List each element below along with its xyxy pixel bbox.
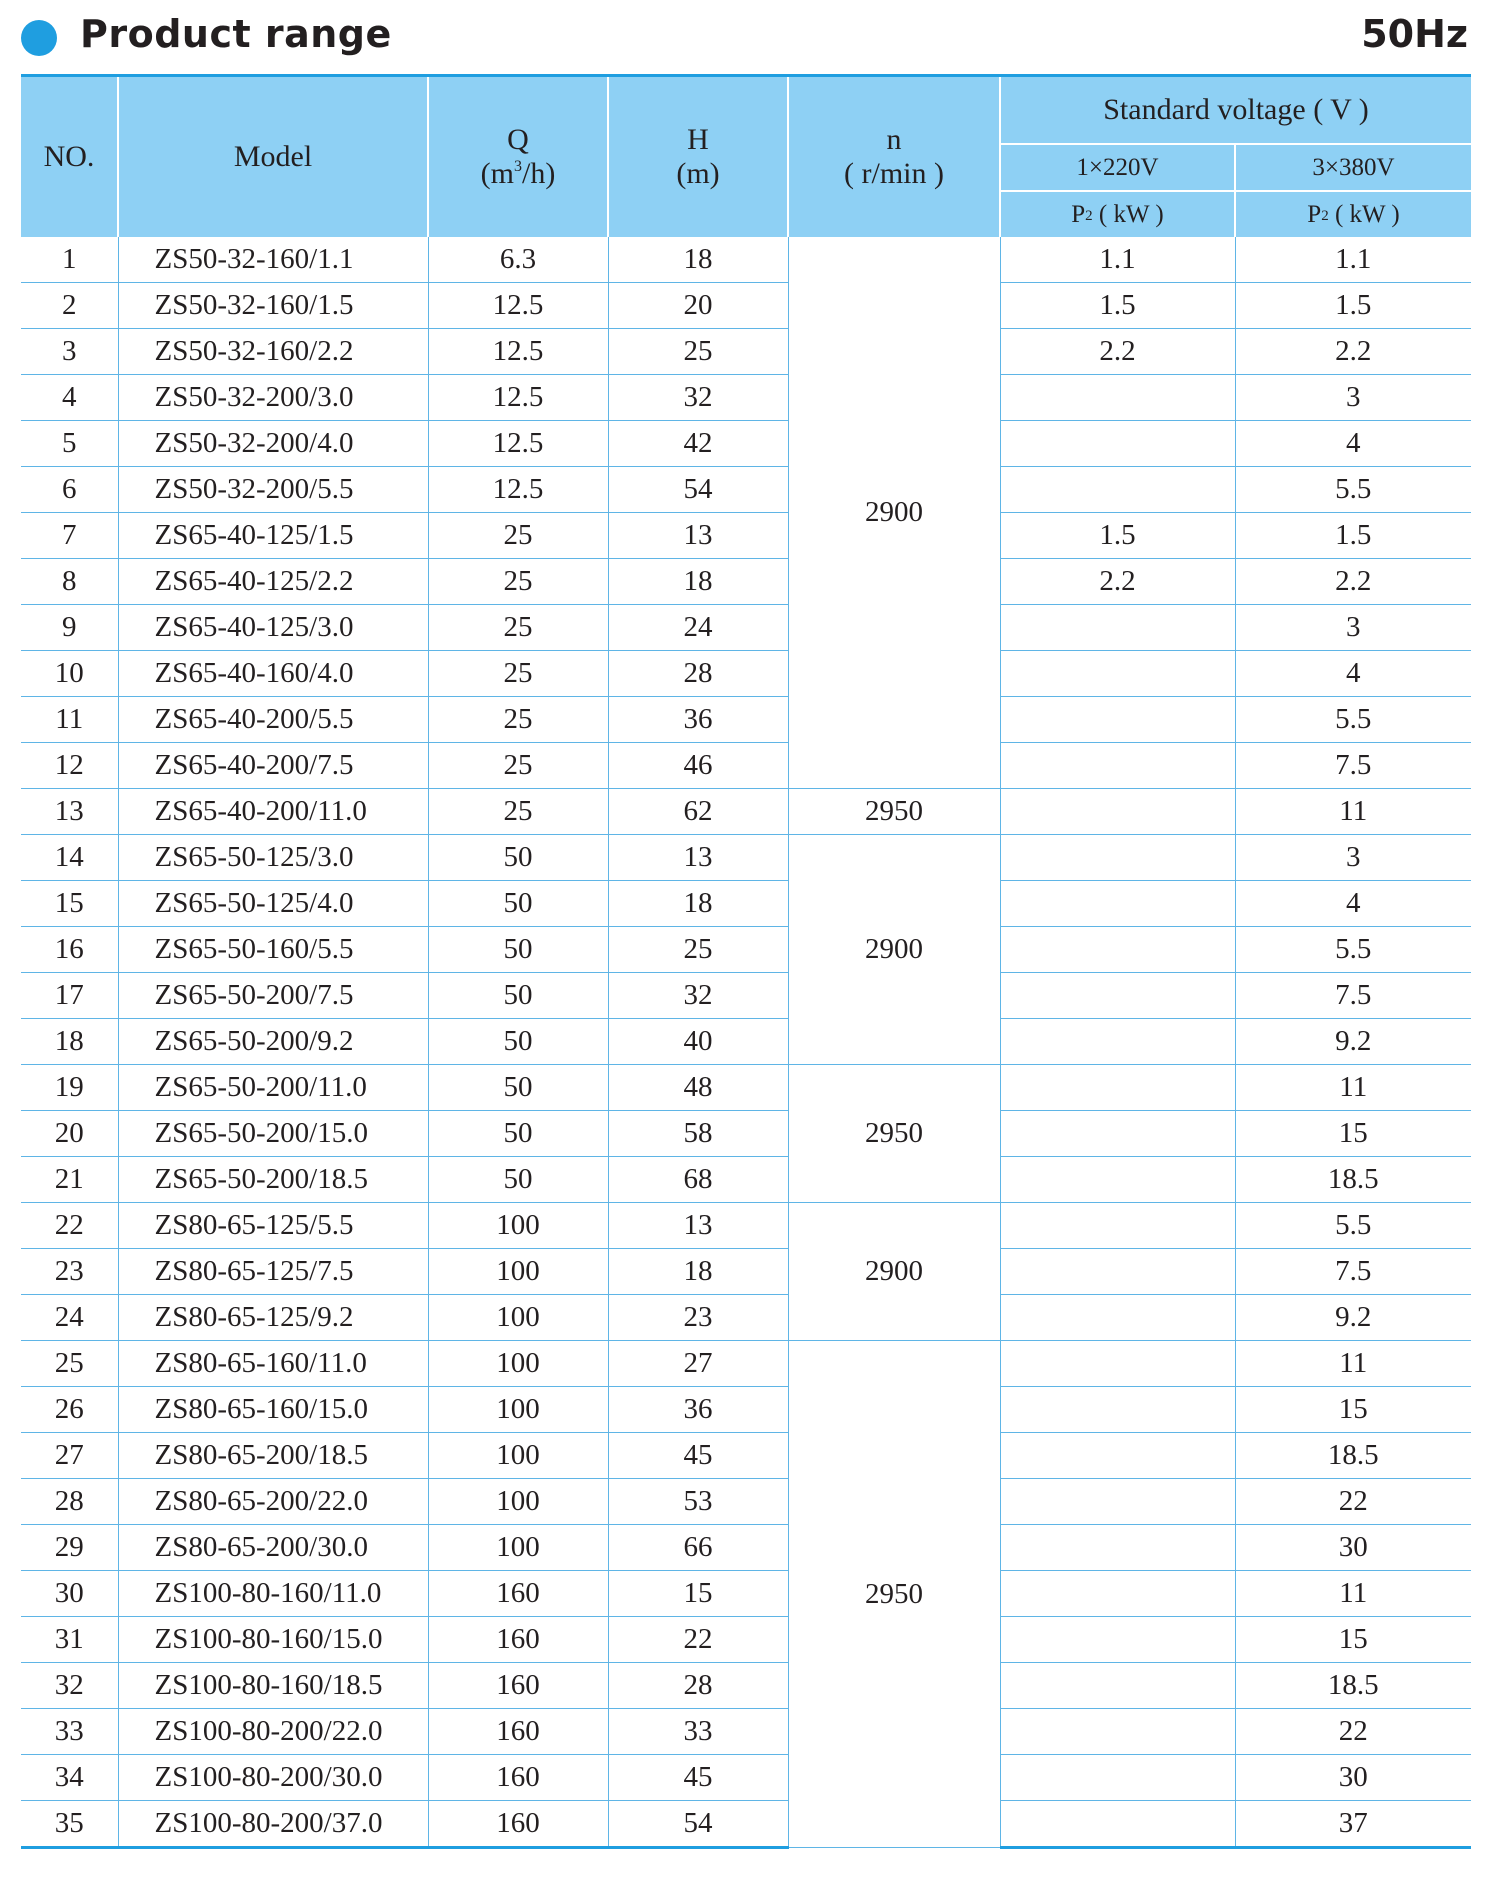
table-row <box>21 835 1471 881</box>
cell-no: 33 <box>21 1709 118 1755</box>
table-row <box>21 1801 1471 1848</box>
cell-model: ZS80-65-200/30.0 <box>118 1525 428 1571</box>
cell-q: 160 <box>428 1663 608 1709</box>
cell-p2-3ph: 4 <box>1235 651 1471 697</box>
cell-model: ZS65-40-125/1.5 <box>118 513 428 559</box>
col-header-q <box>428 76 608 238</box>
cell-h: 54 <box>608 1801 788 1848</box>
cell-no: 5 <box>21 421 118 467</box>
cell-p2-1ph <box>1000 1617 1235 1663</box>
q-unit-sup: 3 <box>514 158 522 175</box>
cell-p2-1ph <box>1000 1663 1235 1709</box>
cell-p2-1ph <box>1000 973 1235 1019</box>
cell-q: 25 <box>428 513 608 559</box>
col-header-p2-1ph <box>1000 191 1235 237</box>
cell-q: 100 <box>428 1203 608 1249</box>
cell-p2-1ph <box>1000 651 1235 697</box>
cell-q: 50 <box>428 927 608 973</box>
cell-q: 100 <box>428 1387 608 1433</box>
cell-h: 15 <box>608 1571 788 1617</box>
cell-p2-1ph <box>1000 881 1235 927</box>
table-row <box>21 329 1471 375</box>
cell-p2-1ph <box>1000 1249 1235 1295</box>
page-title: Product range <box>80 12 392 56</box>
cell-p2-3ph: 5.5 <box>1235 697 1471 743</box>
cell-model: ZS65-40-125/2.2 <box>118 559 428 605</box>
cell-p2-1ph <box>1000 1571 1235 1617</box>
p2-unit: ( kW ) <box>1328 200 1400 228</box>
p2-sub: 2 <box>1085 207 1093 224</box>
cell-q: 100 <box>428 1479 608 1525</box>
cell-model: ZS65-50-200/9.2 <box>118 1019 428 1065</box>
cell-p2-1ph <box>1000 835 1235 881</box>
cell-p2-3ph: 3 <box>1235 375 1471 421</box>
cell-q: 160 <box>428 1617 608 1663</box>
cell-p2-3ph: 22 <box>1235 1709 1471 1755</box>
cell-q: 50 <box>428 1157 608 1203</box>
cell-h: 18 <box>608 881 788 927</box>
cell-no: 6 <box>21 467 118 513</box>
cell-q: 25 <box>428 605 608 651</box>
cell-p2-3ph: 37 <box>1235 1801 1471 1848</box>
cell-speed: 2900 <box>788 1203 1000 1341</box>
table-row <box>21 1203 1471 1249</box>
cell-no: 14 <box>21 835 118 881</box>
cell-h: 36 <box>608 1387 788 1433</box>
cell-model: ZS65-40-200/11.0 <box>118 789 428 835</box>
cell-p2-3ph: 5.5 <box>1235 467 1471 513</box>
cell-p2-3ph: 11 <box>1235 1065 1471 1111</box>
cell-model: ZS100-80-160/18.5 <box>118 1663 428 1709</box>
cell-model: ZS65-40-160/4.0 <box>118 651 428 697</box>
table-row <box>21 651 1471 697</box>
q-unit-pre: (m <box>480 157 514 190</box>
p2-unit: ( kW ) <box>1092 200 1164 228</box>
table-row <box>21 605 1471 651</box>
cell-p2-3ph: 1.5 <box>1235 513 1471 559</box>
cell-no: 8 <box>21 559 118 605</box>
cell-p2-3ph: 9.2 <box>1235 1295 1471 1341</box>
cell-p2-1ph <box>1000 1065 1235 1111</box>
table-row <box>21 467 1471 513</box>
cell-model: ZS50-32-160/1.1 <box>118 237 428 283</box>
cell-no: 9 <box>21 605 118 651</box>
cell-model: ZS50-32-200/4.0 <box>118 421 428 467</box>
table-row <box>21 1479 1471 1525</box>
page-header <box>0 0 1490 70</box>
p2-sub: 2 <box>1321 207 1329 224</box>
cell-h: 22 <box>608 1617 788 1663</box>
cell-p2-3ph: 7.5 <box>1235 743 1471 789</box>
cell-q: 12.5 <box>428 421 608 467</box>
table-row <box>21 1249 1471 1295</box>
col-header-h-label: H <box>687 123 709 156</box>
cell-p2-3ph: 2.2 <box>1235 329 1471 375</box>
cell-no: 23 <box>21 1249 118 1295</box>
cell-p2-3ph: 15 <box>1235 1617 1471 1663</box>
cell-q: 6.3 <box>428 237 608 283</box>
cell-p2-1ph <box>1000 1157 1235 1203</box>
col-header-n-unit: ( r/min ) <box>844 157 944 190</box>
cell-p2-1ph <box>1000 1387 1235 1433</box>
col-header-model: Model <box>118 76 428 238</box>
cell-h: 48 <box>608 1065 788 1111</box>
cell-model: ZS80-65-160/15.0 <box>118 1387 428 1433</box>
cell-no: 24 <box>21 1295 118 1341</box>
cell-p2-1ph: 2.2 <box>1000 329 1235 375</box>
cell-model: ZS65-50-200/18.5 <box>118 1157 428 1203</box>
p2-prefix: P <box>1071 200 1086 228</box>
cell-q: 12.5 <box>428 283 608 329</box>
table-row <box>21 1709 1471 1755</box>
cell-no: 17 <box>21 973 118 1019</box>
table-row <box>21 1065 1471 1111</box>
cell-no: 28 <box>21 1479 118 1525</box>
cell-h: 28 <box>608 651 788 697</box>
cell-p2-3ph: 30 <box>1235 1755 1471 1801</box>
cell-no: 21 <box>21 1157 118 1203</box>
cell-speed: 2900 <box>788 237 1000 789</box>
cell-p2-3ph: 1.5 <box>1235 283 1471 329</box>
table-row <box>21 1433 1471 1479</box>
cell-p2-1ph <box>1000 375 1235 421</box>
cell-q: 50 <box>428 973 608 1019</box>
table-row <box>21 283 1471 329</box>
col-header-n-label: n <box>886 123 902 156</box>
table-row <box>21 513 1471 559</box>
cell-h: 54 <box>608 467 788 513</box>
cell-model: ZS50-32-200/3.0 <box>118 375 428 421</box>
cell-p2-1ph <box>1000 1709 1235 1755</box>
cell-q: 100 <box>428 1249 608 1295</box>
table-row <box>21 1295 1471 1341</box>
frequency-label: 50Hz <box>1361 12 1468 56</box>
cell-p2-3ph: 15 <box>1235 1111 1471 1157</box>
cell-p2-1ph <box>1000 605 1235 651</box>
cell-model: ZS100-80-200/37.0 <box>118 1801 428 1848</box>
table-row <box>21 743 1471 789</box>
cell-model: ZS80-65-160/11.0 <box>118 1341 428 1387</box>
cell-model: ZS65-50-200/11.0 <box>118 1065 428 1111</box>
cell-p2-1ph <box>1000 1019 1235 1065</box>
cell-model: ZS65-40-200/5.5 <box>118 697 428 743</box>
cell-h: 66 <box>608 1525 788 1571</box>
cell-q: 50 <box>428 881 608 927</box>
cell-model: ZS65-40-125/3.0 <box>118 605 428 651</box>
cell-h: 42 <box>608 421 788 467</box>
cell-no: 27 <box>21 1433 118 1479</box>
cell-p2-1ph <box>1000 1755 1235 1801</box>
cell-p2-3ph: 4 <box>1235 881 1471 927</box>
cell-p2-1ph <box>1000 1433 1235 1479</box>
cell-q: 160 <box>428 1801 608 1848</box>
cell-q: 12.5 <box>428 375 608 421</box>
cell-p2-1ph <box>1000 1341 1235 1387</box>
cell-p2-3ph: 11 <box>1235 1341 1471 1387</box>
cell-no: 32 <box>21 1663 118 1709</box>
table-row <box>21 1387 1471 1433</box>
cell-p2-3ph: 9.2 <box>1235 1019 1471 1065</box>
cell-model: ZS65-50-160/5.5 <box>118 927 428 973</box>
cell-no: 35 <box>21 1801 118 1848</box>
cell-no: 13 <box>21 789 118 835</box>
table-row <box>21 559 1471 605</box>
cell-p2-3ph: 7.5 <box>1235 973 1471 1019</box>
cell-h: 53 <box>608 1479 788 1525</box>
cell-p2-3ph: 11 <box>1235 789 1471 835</box>
table-row <box>21 1525 1471 1571</box>
cell-speed: 2950 <box>788 1341 1000 1848</box>
cell-no: 1 <box>21 237 118 283</box>
cell-q: 100 <box>428 1433 608 1479</box>
cell-no: 10 <box>21 651 118 697</box>
table-row <box>21 375 1471 421</box>
cell-q: 50 <box>428 1111 608 1157</box>
cell-p2-1ph <box>1000 927 1235 973</box>
cell-q: 25 <box>428 789 608 835</box>
cell-no: 2 <box>21 283 118 329</box>
cell-h: 13 <box>608 513 788 559</box>
cell-p2-3ph: 5.5 <box>1235 1203 1471 1249</box>
cell-model: ZS80-65-200/18.5 <box>118 1433 428 1479</box>
cell-model: ZS100-80-160/15.0 <box>118 1617 428 1663</box>
cell-p2-3ph: 18.5 <box>1235 1157 1471 1203</box>
cell-p2-3ph: 1.1 <box>1235 237 1471 283</box>
cell-h: 25 <box>608 927 788 973</box>
cell-h: 45 <box>608 1433 788 1479</box>
cell-q: 50 <box>428 1019 608 1065</box>
table-row <box>21 1019 1471 1065</box>
cell-p2-3ph: 18.5 <box>1235 1433 1471 1479</box>
cell-speed: 2900 <box>788 835 1000 1065</box>
cell-p2-1ph: 1.5 <box>1000 283 1235 329</box>
cell-p2-3ph: 3 <box>1235 835 1471 881</box>
cell-model: ZS100-80-200/22.0 <box>118 1709 428 1755</box>
cell-model: ZS50-32-160/2.2 <box>118 329 428 375</box>
col-header-n <box>788 76 1000 238</box>
cell-h: 25 <box>608 329 788 375</box>
cell-q: 160 <box>428 1755 608 1801</box>
cell-h: 33 <box>608 1709 788 1755</box>
table-row <box>21 881 1471 927</box>
cell-h: 27 <box>608 1341 788 1387</box>
cell-q: 160 <box>428 1709 608 1755</box>
col-header-q-unit <box>429 157 607 191</box>
cell-model: ZS65-40-200/7.5 <box>118 743 428 789</box>
cell-speed: 2950 <box>788 1065 1000 1203</box>
cell-q: 50 <box>428 1065 608 1111</box>
cell-p2-3ph: 30 <box>1235 1525 1471 1571</box>
cell-p2-1ph <box>1000 1801 1235 1848</box>
cell-model: ZS100-80-160/11.0 <box>118 1571 428 1617</box>
cell-h: 46 <box>608 743 788 789</box>
table-row <box>21 1617 1471 1663</box>
cell-p2-1ph: 2.2 <box>1000 559 1235 605</box>
cell-no: 30 <box>21 1571 118 1617</box>
cell-speed: 2950 <box>788 789 1000 835</box>
cell-p2-3ph: 22 <box>1235 1479 1471 1525</box>
col-header-1x220v: 1×220V <box>1000 144 1235 191</box>
cell-p2-3ph: 2.2 <box>1235 559 1471 605</box>
cell-q: 100 <box>428 1341 608 1387</box>
cell-p2-3ph: 5.5 <box>1235 927 1471 973</box>
table-row <box>21 973 1471 1019</box>
cell-p2-1ph <box>1000 467 1235 513</box>
col-header-q-label: Q <box>507 123 529 156</box>
cell-h: 24 <box>608 605 788 651</box>
cell-q: 100 <box>428 1295 608 1341</box>
cell-h: 62 <box>608 789 788 835</box>
cell-q: 12.5 <box>428 329 608 375</box>
table-row <box>21 927 1471 973</box>
cell-h: 58 <box>608 1111 788 1157</box>
cell-q: 100 <box>428 1525 608 1571</box>
cell-p2-3ph: 15 <box>1235 1387 1471 1433</box>
cell-model: ZS65-50-200/15.0 <box>118 1111 428 1157</box>
col-header-3x380v: 3×380V <box>1235 144 1471 191</box>
cell-h: 13 <box>608 835 788 881</box>
cell-model: ZS65-50-200/7.5 <box>118 973 428 1019</box>
q-unit-post: /h) <box>522 157 556 190</box>
cell-no: 18 <box>21 1019 118 1065</box>
cell-p2-1ph <box>1000 1479 1235 1525</box>
cell-no: 11 <box>21 697 118 743</box>
cell-h: 28 <box>608 1663 788 1709</box>
cell-p2-3ph: 18.5 <box>1235 1663 1471 1709</box>
cell-model: ZS80-65-125/9.2 <box>118 1295 428 1341</box>
cell-h: 18 <box>608 559 788 605</box>
cell-model: ZS80-65-125/5.5 <box>118 1203 428 1249</box>
table-row <box>21 1663 1471 1709</box>
cell-no: 19 <box>21 1065 118 1111</box>
cell-h: 32 <box>608 973 788 1019</box>
cell-no: 26 <box>21 1387 118 1433</box>
col-header-p2-3ph <box>1235 191 1471 237</box>
cell-q: 25 <box>428 697 608 743</box>
cell-no: 3 <box>21 329 118 375</box>
cell-h: 45 <box>608 1755 788 1801</box>
cell-model: ZS65-50-125/3.0 <box>118 835 428 881</box>
cell-q: 25 <box>428 651 608 697</box>
cell-model: ZS65-50-125/4.0 <box>118 881 428 927</box>
product-range-table <box>21 74 1471 1849</box>
cell-h: 18 <box>608 1249 788 1295</box>
col-header-h-unit: (m) <box>676 157 720 190</box>
cell-q: 25 <box>428 743 608 789</box>
cell-q: 50 <box>428 835 608 881</box>
cell-no: 34 <box>21 1755 118 1801</box>
p2-prefix: P <box>1307 200 1322 228</box>
cell-model: ZS80-65-125/7.5 <box>118 1249 428 1295</box>
cell-no: 22 <box>21 1203 118 1249</box>
table-row <box>21 237 1471 283</box>
table-row <box>21 421 1471 467</box>
cell-model: ZS80-65-200/22.0 <box>118 1479 428 1525</box>
cell-p2-1ph <box>1000 743 1235 789</box>
cell-no: 7 <box>21 513 118 559</box>
cell-p2-1ph <box>1000 1525 1235 1571</box>
cell-h: 68 <box>608 1157 788 1203</box>
cell-no: 4 <box>21 375 118 421</box>
table-header <box>21 76 1471 238</box>
bullet-dot-icon <box>21 20 57 56</box>
cell-no: 15 <box>21 881 118 927</box>
cell-h: 40 <box>608 1019 788 1065</box>
table-row <box>21 1341 1471 1387</box>
cell-no: 31 <box>21 1617 118 1663</box>
cell-p2-1ph: 1.1 <box>1000 237 1235 283</box>
cell-p2-1ph <box>1000 1295 1235 1341</box>
cell-model: ZS50-32-200/5.5 <box>118 467 428 513</box>
cell-p2-3ph: 11 <box>1235 1571 1471 1617</box>
table-row <box>21 1755 1471 1801</box>
cell-p2-1ph <box>1000 421 1235 467</box>
table-row <box>21 789 1471 835</box>
cell-no: 12 <box>21 743 118 789</box>
col-header-no: NO. <box>21 76 118 238</box>
table-body <box>21 237 1471 1848</box>
col-header-h <box>608 76 788 238</box>
cell-q: 12.5 <box>428 467 608 513</box>
cell-q: 25 <box>428 559 608 605</box>
cell-p2-1ph <box>1000 1111 1235 1157</box>
cell-model: ZS50-32-160/1.5 <box>118 283 428 329</box>
cell-h: 23 <box>608 1295 788 1341</box>
cell-h: 18 <box>608 237 788 283</box>
table-row <box>21 1571 1471 1617</box>
cell-p2-1ph: 1.5 <box>1000 513 1235 559</box>
cell-no: 16 <box>21 927 118 973</box>
cell-q: 160 <box>428 1571 608 1617</box>
table-row <box>21 697 1471 743</box>
table-row <box>21 1157 1471 1203</box>
cell-p2-1ph <box>1000 697 1235 743</box>
cell-no: 20 <box>21 1111 118 1157</box>
col-header-voltage: Standard voltage ( V ) <box>1000 76 1471 145</box>
cell-p2-3ph: 7.5 <box>1235 1249 1471 1295</box>
cell-h: 13 <box>608 1203 788 1249</box>
cell-no: 25 <box>21 1341 118 1387</box>
cell-model: ZS100-80-200/30.0 <box>118 1755 428 1801</box>
cell-h: 20 <box>608 283 788 329</box>
cell-p2-1ph <box>1000 1203 1235 1249</box>
cell-p2-3ph: 3 <box>1235 605 1471 651</box>
cell-no: 29 <box>21 1525 118 1571</box>
cell-p2-3ph: 4 <box>1235 421 1471 467</box>
table-row <box>21 1111 1471 1157</box>
cell-p2-1ph <box>1000 789 1235 835</box>
cell-h: 36 <box>608 697 788 743</box>
cell-h: 32 <box>608 375 788 421</box>
